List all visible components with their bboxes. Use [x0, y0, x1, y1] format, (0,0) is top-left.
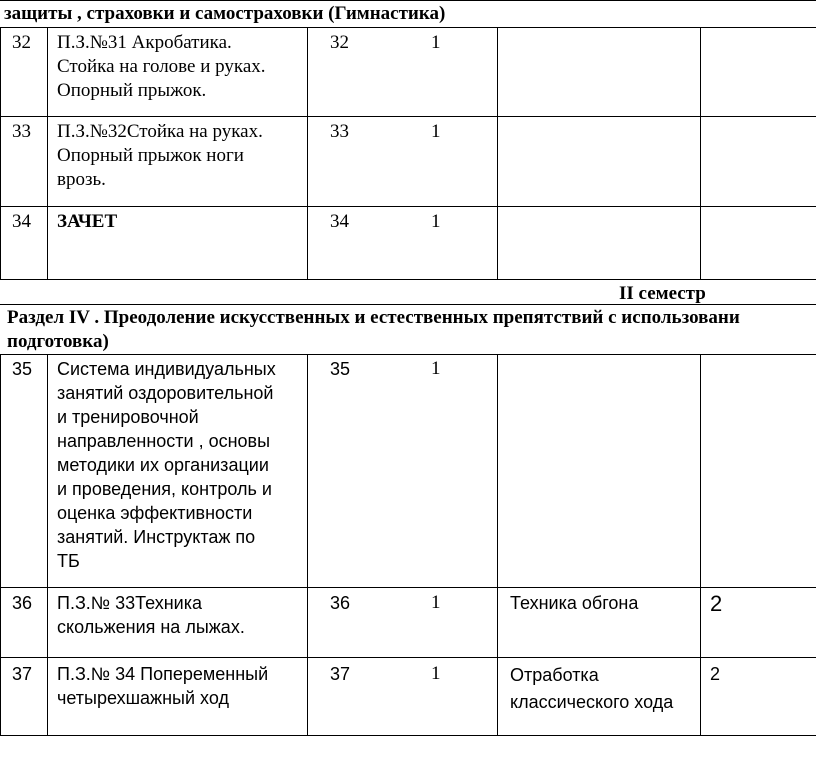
hours: 1 [431, 121, 441, 142]
topic-line: ЗАЧЕТ [57, 211, 118, 232]
topic-line: Система индивидуальных [57, 359, 276, 379]
row-divider [0, 206, 816, 207]
topic-line: ТБ [57, 551, 80, 571]
row-number: 33 [12, 121, 31, 142]
topic-line: направленности , основы [57, 431, 271, 451]
col-line [497, 27, 498, 279]
row-number: 34 [12, 211, 31, 232]
topic-line: П.З.№ 33Техника [57, 593, 203, 613]
table-bottom-border [0, 735, 816, 736]
row-number: 36 [12, 593, 33, 613]
topic-line: Опорный прыжок. [57, 80, 207, 101]
content-line: Отработка [510, 665, 599, 685]
section-header-gymnastics: защиты , страховки и самостраховки (Гимнастика) [4, 3, 446, 24]
col-line [47, 27, 48, 279]
col-line [47, 354, 48, 735]
row-divider [0, 116, 816, 117]
topic-line: и тренировочной [57, 407, 199, 427]
row-divider [0, 279, 816, 280]
topic-line: скольжения на лыжах. [57, 617, 245, 637]
row-number: 37 [12, 664, 33, 684]
hours: 1 [431, 663, 441, 684]
topic-line: оценка эффективности [57, 503, 253, 523]
hours: 1 [431, 32, 441, 53]
topic-line: четырехшажный ход [57, 688, 229, 708]
topic-line: Опорный прыжок ноги [57, 145, 244, 166]
col-line [0, 354, 1, 735]
header-divider [0, 27, 816, 28]
lesson-number: 33 [330, 121, 349, 142]
hours: 1 [431, 592, 441, 613]
hours: 1 [431, 358, 441, 379]
topic-line: методики их организации [57, 455, 269, 475]
grade: 2 [710, 664, 721, 684]
lesson-number: 35 [330, 359, 351, 379]
content-line: классического хода [510, 692, 674, 712]
col-line [700, 354, 701, 735]
row-number: 35 [12, 359, 33, 379]
row-divider [0, 657, 816, 658]
topic-line: Стойка на голове и руках. [57, 56, 266, 77]
content-line: Техника обгона [510, 593, 639, 613]
section-iv-title-line1: Раздел IV . Преодоление искусственных и естественных препятствий с использовани [7, 307, 740, 328]
lesson-number: 36 [330, 593, 351, 613]
col-line [0, 27, 1, 279]
topic-line: П.З.№32Стойка на руках. [57, 121, 263, 142]
grade: 2 [710, 591, 723, 616]
topic-line: занятий оздоровительной [57, 383, 274, 403]
lesson-number: 32 [330, 32, 349, 53]
lesson-number: 37 [330, 664, 351, 684]
section-iv-title-line2: подготовка) [7, 331, 109, 352]
section-iv-divider [0, 354, 816, 355]
col-line [700, 27, 701, 279]
topic-line: и проведения, контроль и [57, 479, 272, 499]
topic-line: занятий. Инструктаж по [57, 527, 256, 547]
topic-line: П.З.№ 34 Попеременный [57, 664, 269, 684]
table-top-border [0, 0, 816, 1]
col-line [307, 27, 308, 279]
hours: 1 [431, 211, 441, 232]
lesson-number: 34 [330, 211, 349, 232]
col-line [307, 354, 308, 735]
row-divider [0, 587, 816, 588]
col-line [497, 354, 498, 735]
topic-line: П.З.№31 Акробатика. [57, 32, 232, 53]
row-number: 32 [12, 32, 31, 53]
topic-line: врозь. [57, 169, 106, 190]
semester-label: II семестр [619, 283, 706, 304]
semester-divider [0, 304, 816, 305]
